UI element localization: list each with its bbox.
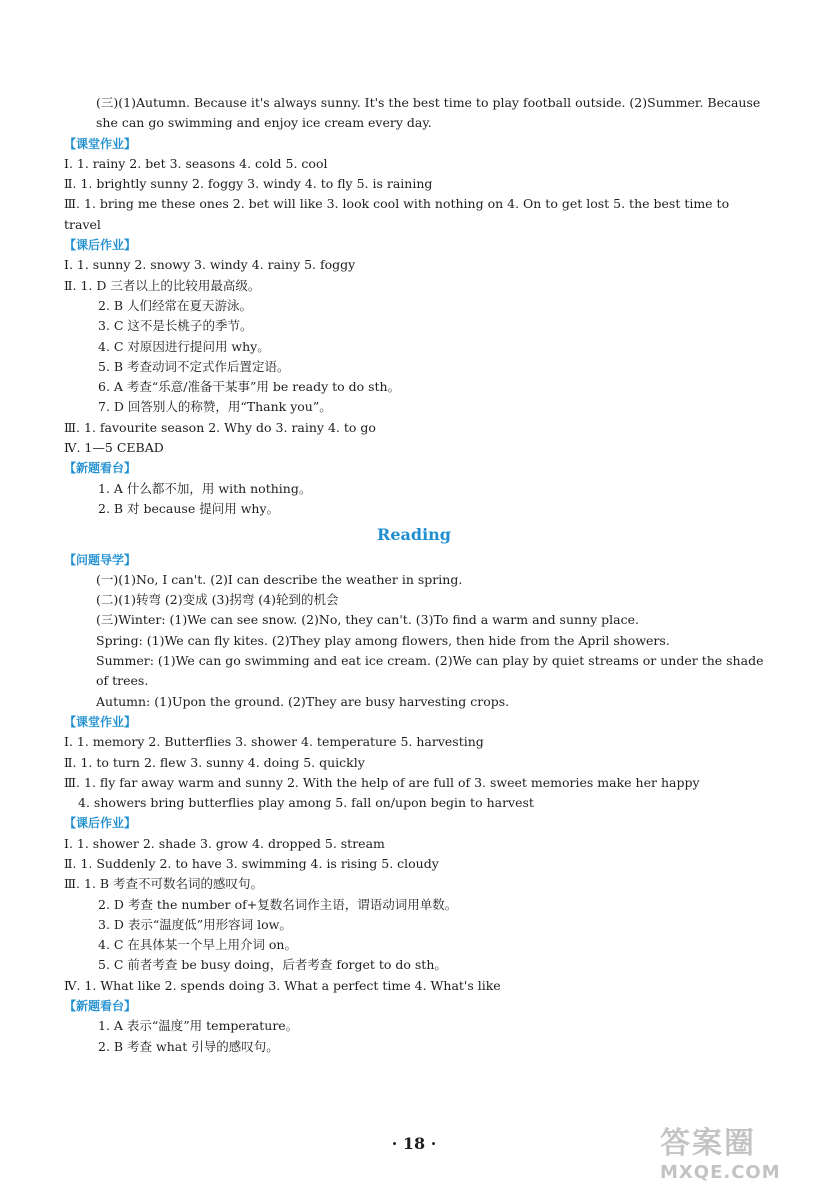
answer-line: Ⅳ. 1—5 CEBAD xyxy=(64,440,164,456)
answer-line: Ⅲ. 1. favourite season 2. Why do 3. rainy 4. to go xyxy=(64,419,376,435)
answer-page xyxy=(64,93,764,1057)
answer-line: Ⅰ. 1. memory 2. Butterflies 3. shower 4. temperature 5. harvesting xyxy=(64,734,484,750)
answer-line: 4. C 对原因进行提问用 why。 xyxy=(98,338,270,354)
answer-line: 4. C 在具体某一个早上用介词 on。 xyxy=(98,937,297,953)
answer-line: 1. A 什么都不加，用 with nothing。 xyxy=(98,480,312,496)
answer-line: Ⅰ. 1. sunny 2. snowy 3. windy 4. rainy 5. foggy xyxy=(64,257,356,273)
section-heading: 【问题导学】 xyxy=(64,552,137,567)
answer-line: Ⅲ. 1. fly far away warm and sunny 2. With the help of are full of 3. sweet memories make her happy xyxy=(64,774,700,790)
watermark-bottom: MXQE.COM xyxy=(660,1162,781,1183)
answer-line: 3. C 这不是长桃子的季节。 xyxy=(98,318,253,334)
answer-line: 2. B 人们经常在夏天游泳。 xyxy=(98,297,253,313)
answer-line: 2. B 对 because 提问用 why。 xyxy=(98,500,280,516)
answer-line: 4. showers bring butterflies play among 5. fall on/upon begin to harvest xyxy=(78,795,534,811)
answer-line: 3. D 表示“温度低”用形容词 low。 xyxy=(98,916,292,932)
answer-line: 5. B 考查动词不定式作后置定语。 xyxy=(98,358,290,374)
answer-line: Ⅳ. 1. What like 2. spends doing 3. What a perfect time 4. What's like xyxy=(64,977,501,993)
answer-line: Spring: (1)We can fly kites. (2)They play among flowers, then hide from the April showers. xyxy=(96,632,670,648)
watermark-logo xyxy=(660,1118,810,1188)
answer-line: 1. A 表示“温度”用 temperature。 xyxy=(98,1018,299,1034)
page-number: · 18 · xyxy=(391,1134,437,1153)
section-heading: 【课后作业】 xyxy=(64,816,137,831)
answer-line: Ⅱ. 1. D 三者以上的比较用最高级。 xyxy=(64,277,261,293)
answer-line: 2. D 考查 the number of+复数名词作主语，谓语动词用单数。 xyxy=(98,896,458,912)
section-heading: 【课堂作业】 xyxy=(64,136,137,151)
answer-line: (三)Winter: (1)We can see snow. (2)No, they can't. (3)To find a warm and sunny place. xyxy=(96,612,639,628)
answer-line: Ⅱ. 1. brightly sunny 2. foggy 3. windy 4. to fly 5. is raining xyxy=(64,176,433,192)
answer-line: (二)(1)转弯 (2)变成 (3)拐弯 (4)轮到的机会 xyxy=(96,592,339,608)
section-heading: 【新题看台】 xyxy=(64,461,137,476)
answer-line: Ⅰ. 1. rainy 2. bet 3. seasons 4. cold 5. cool xyxy=(64,155,328,171)
answer-line: (三)(1)Autumn. Because it's always sunny. It's the best time to play football outside. (2)Summer. Because she can go swimming and enjoy ice cream every day. xyxy=(96,95,761,131)
answer-line: Ⅱ. 1. to turn 2. flew 3. sunny 4. doing 5. quickly xyxy=(64,754,365,770)
section-heading: 【课堂作业】 xyxy=(64,714,137,729)
answer-line: Ⅲ. 1. bring me these ones 2. bet will like 3. look cool with nothing on 4. On to get lost 5. the best time to travel xyxy=(64,196,730,232)
answer-line: 5. C 前者考查 be busy doing，后者考查 forget to do sth。 xyxy=(98,957,447,973)
answer-line: Summer: (1)We can go swimming and eat ice cream. (2)We can play by quiet streams or under the shade of trees. xyxy=(96,653,764,689)
section-heading: 【课后作业】 xyxy=(64,238,137,253)
answer-line: Ⅲ. 1. B 考查不可数名词的感叹句。 xyxy=(64,876,264,892)
answer-line: 2. B 考查 what 引导的感叹句。 xyxy=(98,1038,279,1054)
answer-line: 7. D 回答别人的称赞，用“Thank you”。 xyxy=(98,399,332,415)
answer-line: (一)(1)No, I can't. (2)I can describe the weather in spring. xyxy=(96,571,463,587)
reading-heading: Reading xyxy=(377,525,451,545)
section-heading: 【新题看台】 xyxy=(64,999,137,1014)
answer-line: Ⅰ. 1. shower 2. shade 3. grow 4. dropped 5. stream xyxy=(64,835,385,851)
answer-line: Ⅱ. 1. Suddenly 2. to have 3. swimming 4. is rising 5. cloudy xyxy=(64,855,439,871)
answer-line: 6. A 考查“乐意/准备干某事”用 be ready to do sth。 xyxy=(98,379,401,395)
answer-line: Autumn: (1)Upon the ground. (2)They are busy harvesting crops. xyxy=(96,693,510,709)
watermark-top: 答案圈 xyxy=(660,1126,756,1161)
